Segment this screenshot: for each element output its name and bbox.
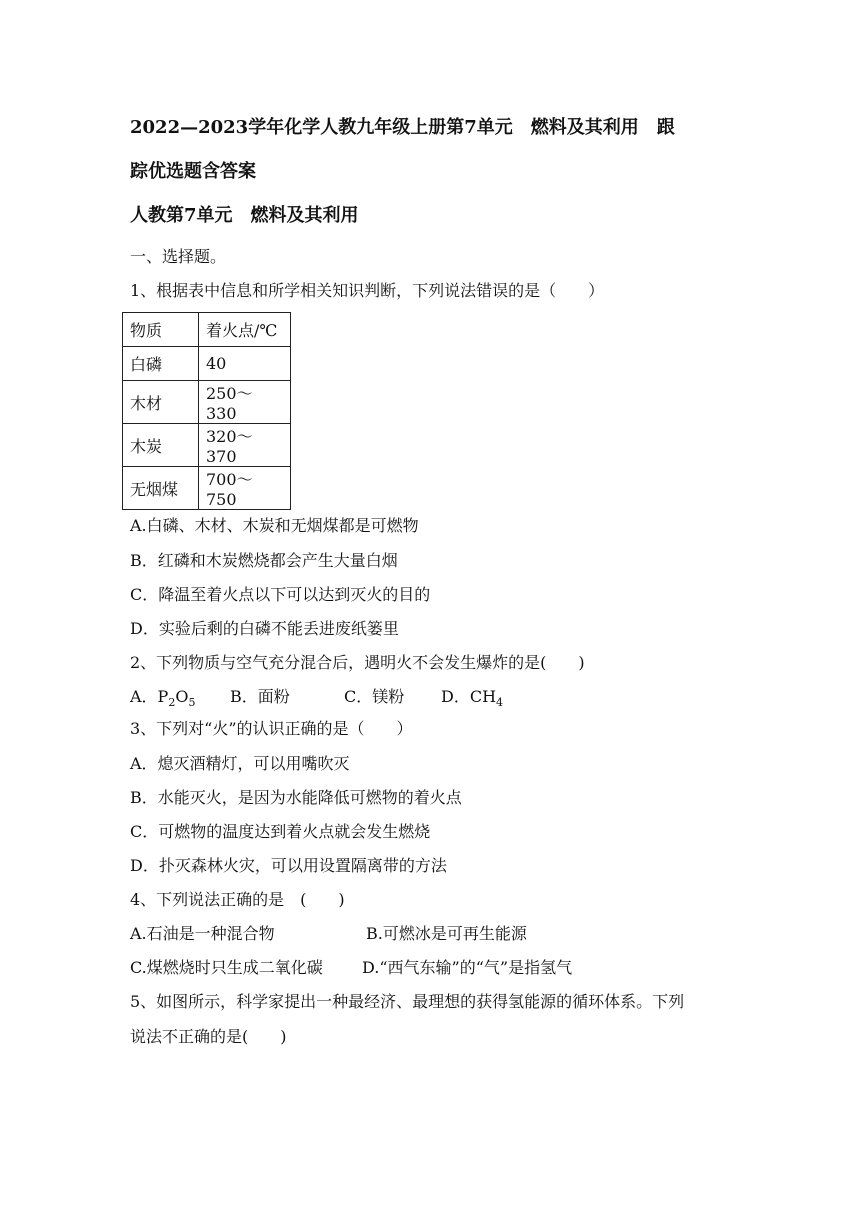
question-3-option-a: A．熄灭酒精灯，可以用嘴吹灭	[130, 754, 350, 773]
subscript: 4	[496, 696, 504, 710]
document-title-line1: 2022—2023学年化学人教九年级上册第7单元 燃料及其利用 跟	[130, 117, 675, 138]
subscript: 2	[168, 696, 176, 710]
table-cell: 木炭	[123, 424, 199, 467]
table-header-row	[123, 313, 291, 347]
question-3-option-c: C．可燃物的温度达到着火点就会发生燃烧	[130, 822, 431, 841]
question-3-option-d: D．扑灭森林火灾，可以用设置隔离带的方法	[130, 856, 447, 875]
question-5-stem-line1: 5、如图所示，科学家提出一种最经济、最理想的获得氢能源的循环体系。下列	[130, 992, 685, 1011]
question-2-option-c: C．镁粉	[344, 687, 405, 706]
formula-text: D．CH	[441, 687, 497, 706]
table-header-cell: 着火点/℃	[199, 313, 291, 347]
subscript: 5	[188, 696, 196, 710]
section-heading: 一、选择题。	[130, 247, 227, 266]
question-5-stem-line2: 说法不正确的是( )	[130, 1027, 287, 1046]
unit-subtitle: 人教第7单元 燃料及其利用	[130, 205, 359, 226]
table-row	[123, 381, 291, 424]
formula-text: O	[175, 687, 189, 706]
table-cell: 40	[199, 347, 291, 381]
question-2-option-b: B．面粉	[230, 687, 290, 706]
question-1-option-d: D．实验后剩的白磷不能丢进废纸篓里	[130, 619, 399, 638]
table-cell: 250～330	[199, 381, 291, 424]
question-1-option-b: B．红磷和木炭燃烧都会产生大量白烟	[130, 551, 398, 570]
table-header-cell: 物质	[123, 313, 199, 347]
table-cell: 木材	[123, 381, 199, 424]
question-3-stem: 3、下列对“火”的认识正确的是（ ）	[130, 719, 413, 738]
question-2-stem: 2、下列物质与空气充分混合后，遇明火不会发生爆炸的是( )	[130, 653, 585, 672]
question-4-stem: 4、下列说法正确的是 ( )	[130, 890, 345, 909]
question-4-option-c: C.煤燃烧时只生成二氧化碳	[130, 958, 323, 977]
question-4-option-a: A.石油是一种混合物	[130, 924, 275, 943]
formula-text: A．P	[130, 687, 169, 706]
question-2-option-a	[130, 687, 195, 713]
question-2-option-d	[441, 687, 503, 713]
question-1-option-a: A.白磷、木材、木炭和无烟煤都是可燃物	[130, 516, 419, 535]
question-3-option-b: B．水能灭火，是因为水能降低可燃物的着火点	[130, 788, 462, 807]
table-cell: 320～370	[199, 424, 291, 467]
table-row	[123, 347, 291, 381]
question-4-option-d: D.“西气东输”的“气”是指氢气	[362, 958, 573, 977]
ignition-point-table	[122, 312, 291, 510]
table-cell: 白磷	[123, 347, 199, 381]
table-cell: 无烟煤	[123, 467, 199, 510]
question-1-stem: 1、根据表中信息和所学相关知识判断，下列说法错误的是（ ）	[130, 281, 605, 300]
question-1-option-c: C．降温至着火点以下可以达到灭火的目的	[130, 585, 431, 604]
question-4-option-b: B.可燃冰是可再生能源	[366, 924, 527, 943]
table-row	[123, 467, 291, 510]
document-title-line2: 踪优选题含答案	[130, 161, 256, 182]
table-row	[123, 424, 291, 467]
table-cell: 700～750	[199, 467, 291, 510]
